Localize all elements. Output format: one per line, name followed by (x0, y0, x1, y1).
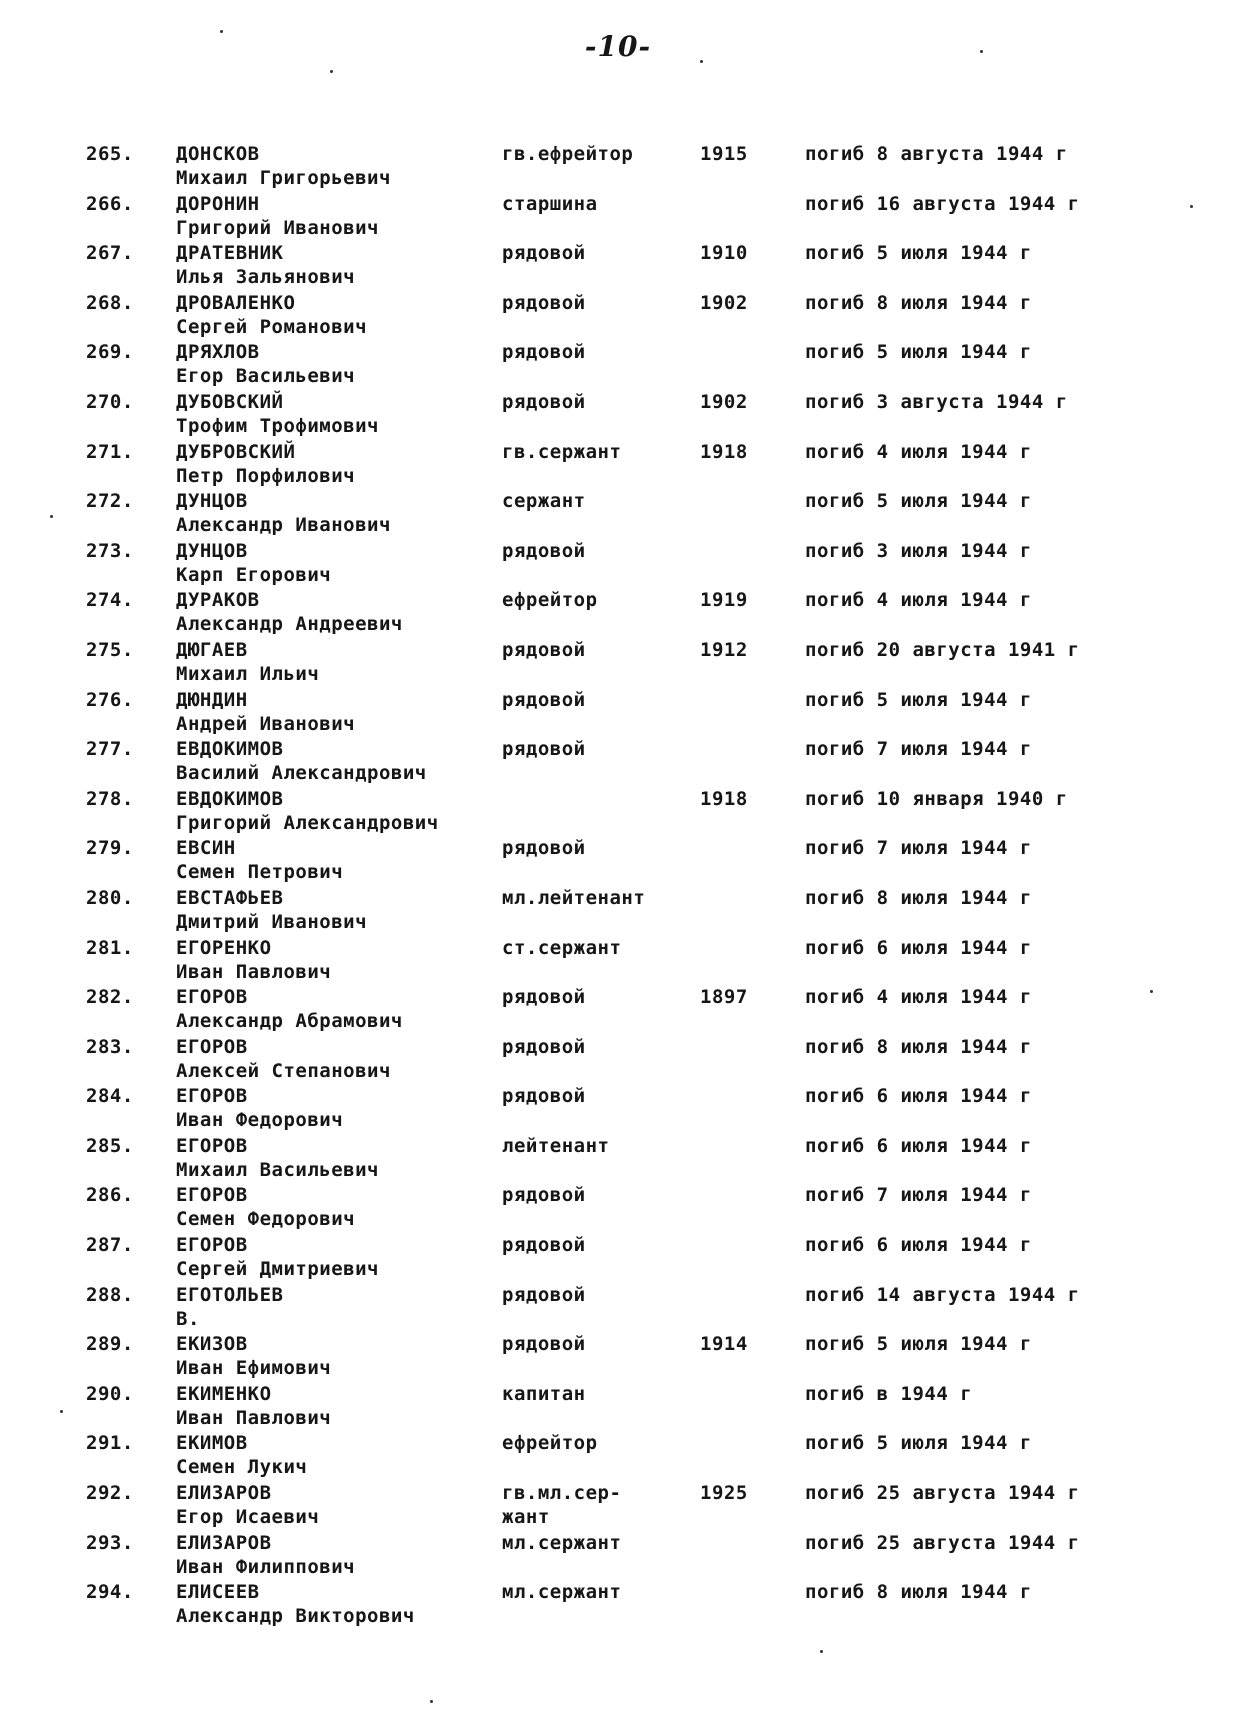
entry-rank: мл.сержант (502, 1581, 622, 1604)
scan-speck (980, 50, 983, 53)
entry-surname: ЕГОРОВ (176, 986, 248, 1009)
entry-birth-year: 1910 (700, 242, 748, 265)
entry-given-names: Егор Васильевич (176, 365, 356, 388)
entry-rank: рядовой (502, 390, 586, 413)
list-item (0, 1332, 1236, 1382)
list-item (0, 638, 1236, 688)
entry-surname: ДУБОВСКИЙ (176, 390, 284, 413)
entry-fate: погиб 6 июля 1944 г (805, 1085, 1032, 1108)
entry-number: 265. (86, 143, 134, 165)
entry-rank: мл.лейтенант (502, 886, 646, 909)
entry-surname: ЕКИЗОВ (176, 1333, 248, 1356)
list-item (0, 737, 1236, 787)
entry-given-names: Карп Егорович (176, 563, 332, 586)
entry-surname: ЕГОРОВ (176, 1234, 248, 1257)
entry-surname: ЕЛИЗАРОВ (176, 1482, 272, 1505)
entry-given-names: Петр Порфилович (176, 464, 356, 487)
entry-surname: ДОРОНИН (176, 192, 260, 215)
list-item (0, 936, 1236, 986)
entry-birth-year: 1897 (700, 986, 748, 1009)
entry-number: 268. (86, 291, 134, 314)
entry-number: 293. (86, 1531, 134, 1554)
entry-rank: гв.ефрейтор (502, 143, 634, 165)
entry-given-names: Семен Федорович (176, 1208, 356, 1231)
entry-surname: ЕВСИН (176, 837, 236, 860)
entry-surname: ЕГОРЕНКО (176, 936, 272, 959)
entry-given-names: Дмитрий Иванович (176, 910, 368, 933)
entry-birth-year: 1912 (700, 638, 748, 661)
entry-rank: мл.сержант (502, 1531, 622, 1554)
list-item (0, 1084, 1236, 1134)
scan-speck (330, 70, 333, 73)
entry-fate: погиб 20 августа 1941 г (805, 638, 1080, 661)
entry-given-names: Семен Лукич (176, 1456, 308, 1479)
entry-surname: ДЮГАЕВ (176, 638, 248, 661)
entry-fate: погиб 5 июля 1944 г (805, 1432, 1032, 1455)
entry-number: 279. (86, 837, 134, 860)
entry-rank: рядовой (502, 341, 586, 364)
list-item (0, 985, 1236, 1035)
entry-given-names: Сергей Романович (176, 315, 368, 338)
entry-given-names: Григорий Александрович (176, 811, 439, 834)
entry-given-names: Александр Абрамович (176, 1010, 403, 1033)
entry-rank: гв.мл.сер- (502, 1482, 622, 1505)
entry-given-names: Алексей Степанович (176, 1059, 391, 1082)
entry-rank: рядовой (502, 738, 586, 761)
entry-surname: ДОНСКОВ (176, 143, 260, 165)
entry-surname: ДУБРОВСКИЙ (176, 440, 296, 463)
entry-rank: рядовой (502, 1085, 586, 1108)
entry-surname: ДУНЦОВ (176, 490, 248, 513)
entry-number: 270. (86, 390, 134, 413)
scan-speck (220, 30, 223, 33)
entry-given-names: Александр Викторович (176, 1605, 415, 1628)
entry-fate: погиб 8 июля 1944 г (805, 886, 1032, 909)
entry-fate: погиб 5 июля 1944 г (805, 688, 1032, 711)
list-item (0, 1382, 1236, 1432)
list-item (0, 142, 1236, 192)
list-item (0, 1233, 1236, 1283)
entry-given-names: Михаил Григорьевич (176, 167, 391, 189)
list-item (0, 1183, 1236, 1233)
entry-birth-year: 1925 (700, 1482, 748, 1505)
entry-rank: рядовой (502, 688, 586, 711)
entry-fate: погиб 5 июля 1944 г (805, 490, 1032, 513)
entry-birth-year: 1918 (700, 440, 748, 463)
entry-number: 294. (86, 1581, 134, 1604)
entry-number: 281. (86, 936, 134, 959)
list-item (0, 192, 1236, 242)
entry-rank: рядовой (502, 638, 586, 661)
list-item (0, 836, 1236, 886)
entry-surname: ДУРАКОВ (176, 589, 260, 612)
scan-speck (430, 1700, 433, 1703)
list-item (0, 886, 1236, 936)
entry-birth-year: 1902 (700, 390, 748, 413)
entry-birth-year: 1918 (700, 787, 748, 810)
entry-rank: ефрейтор (502, 1432, 598, 1455)
entry-given-names: Александр Андреевич (176, 613, 403, 636)
entry-fate: погиб 8 июля 1944 г (805, 1035, 1032, 1058)
entry-given-names: Илья Зальянович (176, 266, 356, 289)
entry-birth-year: 1914 (700, 1333, 748, 1356)
entry-fate: погиб 8 июля 1944 г (805, 1581, 1032, 1604)
casualty-list (0, 142, 1236, 1630)
list-item (0, 340, 1236, 390)
entry-number: 278. (86, 787, 134, 810)
entry-surname: ЕВДОКИМОВ (176, 787, 284, 810)
entry-fate: погиб 4 июля 1944 г (805, 589, 1032, 612)
entry-given-names: Иван Филиппович (176, 1555, 356, 1578)
entry-surname: ЕВДОКИМОВ (176, 738, 284, 761)
entry-rank: рядовой (502, 539, 586, 562)
entry-rank: рядовой (502, 986, 586, 1009)
entry-surname: ДРАТЕВНИК (176, 242, 284, 265)
entry-rank: рядовой (502, 1184, 586, 1207)
entry-fate: погиб 8 августа 1944 г (805, 143, 1068, 165)
entry-rank: рядовой (502, 242, 586, 265)
entry-fate: погиб в 1944 г (805, 1382, 973, 1405)
entry-number: 266. (86, 192, 134, 215)
entry-rank: рядовой (502, 1333, 586, 1356)
entry-fate: погиб 6 июля 1944 г (805, 936, 1032, 959)
entry-fate: погиб 25 августа 1944 г (805, 1482, 1080, 1505)
list-item (0, 1531, 1236, 1581)
entry-fate: погиб 3 июля 1944 г (805, 539, 1032, 562)
scan-speck (60, 1410, 63, 1413)
list-item (0, 1134, 1236, 1184)
entry-rank: капитан (502, 1382, 586, 1405)
entry-fate: погиб 16 августа 1944 г (805, 192, 1080, 215)
entry-number: 276. (86, 688, 134, 711)
entry-fate: погиб 4 июля 1944 г (805, 440, 1032, 463)
list-item (0, 241, 1236, 291)
entry-given-names: Иван Ефимович (176, 1357, 332, 1380)
entry-number: 288. (86, 1283, 134, 1306)
list-item (0, 1431, 1236, 1481)
entry-given-names: Сергей Дмитриевич (176, 1258, 379, 1281)
entry-number: 274. (86, 589, 134, 612)
entry-surname: ЕГОРОВ (176, 1035, 248, 1058)
entry-surname: ЕГОТОЛЬЕВ (176, 1283, 284, 1306)
entry-number: 269. (86, 341, 134, 364)
entry-surname: ЕВСТАФЬЕВ (176, 886, 284, 909)
entry-rank-continued: жант (502, 1506, 550, 1529)
entry-given-names: Семен Петрович (176, 861, 344, 884)
list-item (0, 539, 1236, 589)
entry-number: 283. (86, 1035, 134, 1058)
entry-given-names: Василий Александрович (176, 762, 427, 785)
entry-rank: старшина (502, 192, 598, 215)
scan-speck (1190, 205, 1193, 208)
entry-surname: ЕГОРОВ (176, 1134, 248, 1157)
entry-given-names: Григорий Иванович (176, 216, 379, 239)
list-item (0, 787, 1236, 837)
entry-number: 287. (86, 1234, 134, 1257)
entry-number: 284. (86, 1085, 134, 1108)
entry-surname: ЕГОРОВ (176, 1085, 248, 1108)
entry-rank: гв.сержант (502, 440, 622, 463)
entry-number: 285. (86, 1134, 134, 1157)
entry-number: 275. (86, 638, 134, 661)
entry-given-names: Иван Павлович (176, 960, 332, 983)
entry-rank: лейтенант (502, 1134, 610, 1157)
list-item (0, 489, 1236, 539)
entry-given-names: Андрей Иванович (176, 712, 356, 735)
entry-fate: погиб 14 августа 1944 г (805, 1283, 1080, 1306)
entry-fate: погиб 5 июля 1944 г (805, 341, 1032, 364)
entry-surname: ЕКИМЕНКО (176, 1382, 272, 1405)
entry-given-names: Александр Иванович (176, 514, 391, 537)
entry-fate: погиб 3 августа 1944 г (805, 390, 1068, 413)
list-item (0, 440, 1236, 490)
entry-birth-year: 1902 (700, 291, 748, 314)
entry-fate: погиб 6 июля 1944 г (805, 1134, 1032, 1157)
entry-fate: погиб 5 июля 1944 г (805, 242, 1032, 265)
entry-number: 277. (86, 738, 134, 761)
entry-given-names: Трофим Трофимович (176, 414, 379, 437)
entry-number: 290. (86, 1382, 134, 1405)
entry-given-names: Михаил Васильевич (176, 1158, 379, 1181)
entry-number: 267. (86, 242, 134, 265)
entry-surname: ЕКИМОВ (176, 1432, 248, 1455)
entry-fate: погиб 4 июля 1944 г (805, 986, 1032, 1009)
entry-number: 286. (86, 1184, 134, 1207)
entry-surname: ДРЯХЛОВ (176, 341, 260, 364)
entry-surname: ДРОВАЛЕНКО (176, 291, 296, 314)
entry-number: 272. (86, 490, 134, 513)
entry-fate: погиб 5 июля 1944 г (805, 1333, 1032, 1356)
entry-birth-year: 1915 (700, 143, 748, 165)
entry-given-names: Иван Павлович (176, 1406, 332, 1429)
list-item (0, 1481, 1236, 1531)
entry-number: 282. (86, 986, 134, 1009)
entry-fate: погиб 7 июля 1944 г (805, 738, 1032, 761)
entry-fate: погиб 25 августа 1944 г (805, 1531, 1080, 1554)
entry-rank: сержант (502, 490, 586, 513)
entry-surname: ЕГОРОВ (176, 1184, 248, 1207)
entry-rank: рядовой (502, 291, 586, 314)
entry-surname: ЕЛИЗАРОВ (176, 1531, 272, 1554)
entry-given-names: Михаил Ильич (176, 662, 320, 685)
entry-rank: ст.сержант (502, 936, 622, 959)
entry-number: 280. (86, 886, 134, 909)
entry-surname: ДЮНДИН (176, 688, 248, 711)
entry-surname: ЕЛИСЕЕВ (176, 1581, 260, 1604)
entry-number: 291. (86, 1432, 134, 1455)
list-item (0, 588, 1236, 638)
page-number: -10- (584, 30, 652, 63)
entry-rank: рядовой (502, 1035, 586, 1058)
entry-fate: погиб 10 января 1940 г (805, 787, 1068, 810)
scan-speck (700, 60, 703, 63)
list-item (0, 1035, 1236, 1085)
scan-speck (50, 515, 53, 518)
entry-rank: рядовой (502, 837, 586, 860)
entry-number: 273. (86, 539, 134, 562)
list-item (0, 1283, 1236, 1333)
list-item (0, 390, 1236, 440)
entry-given-names: Иван Федорович (176, 1109, 344, 1132)
scan-speck (1150, 990, 1153, 993)
entry-number: 271. (86, 440, 134, 463)
scan-speck (820, 1650, 823, 1653)
entry-birth-year: 1919 (700, 589, 748, 612)
list-item (0, 291, 1236, 341)
entry-number: 292. (86, 1482, 134, 1505)
entry-surname: ДУНЦОВ (176, 539, 248, 562)
entry-given-names: Егор Исаевич (176, 1506, 320, 1529)
entry-fate: погиб 8 июля 1944 г (805, 291, 1032, 314)
entry-given-names: В. (176, 1307, 200, 1330)
entry-fate: погиб 7 июля 1944 г (805, 837, 1032, 860)
entry-rank: рядовой (502, 1234, 586, 1257)
entry-fate: погиб 6 июля 1944 г (805, 1234, 1032, 1257)
entry-rank: ефрейтор (502, 589, 598, 612)
list-item (0, 688, 1236, 738)
entry-rank: рядовой (502, 1283, 586, 1306)
entry-number: 289. (86, 1333, 134, 1356)
entry-fate: погиб 7 июля 1944 г (805, 1184, 1032, 1207)
list-item (0, 1580, 1236, 1630)
